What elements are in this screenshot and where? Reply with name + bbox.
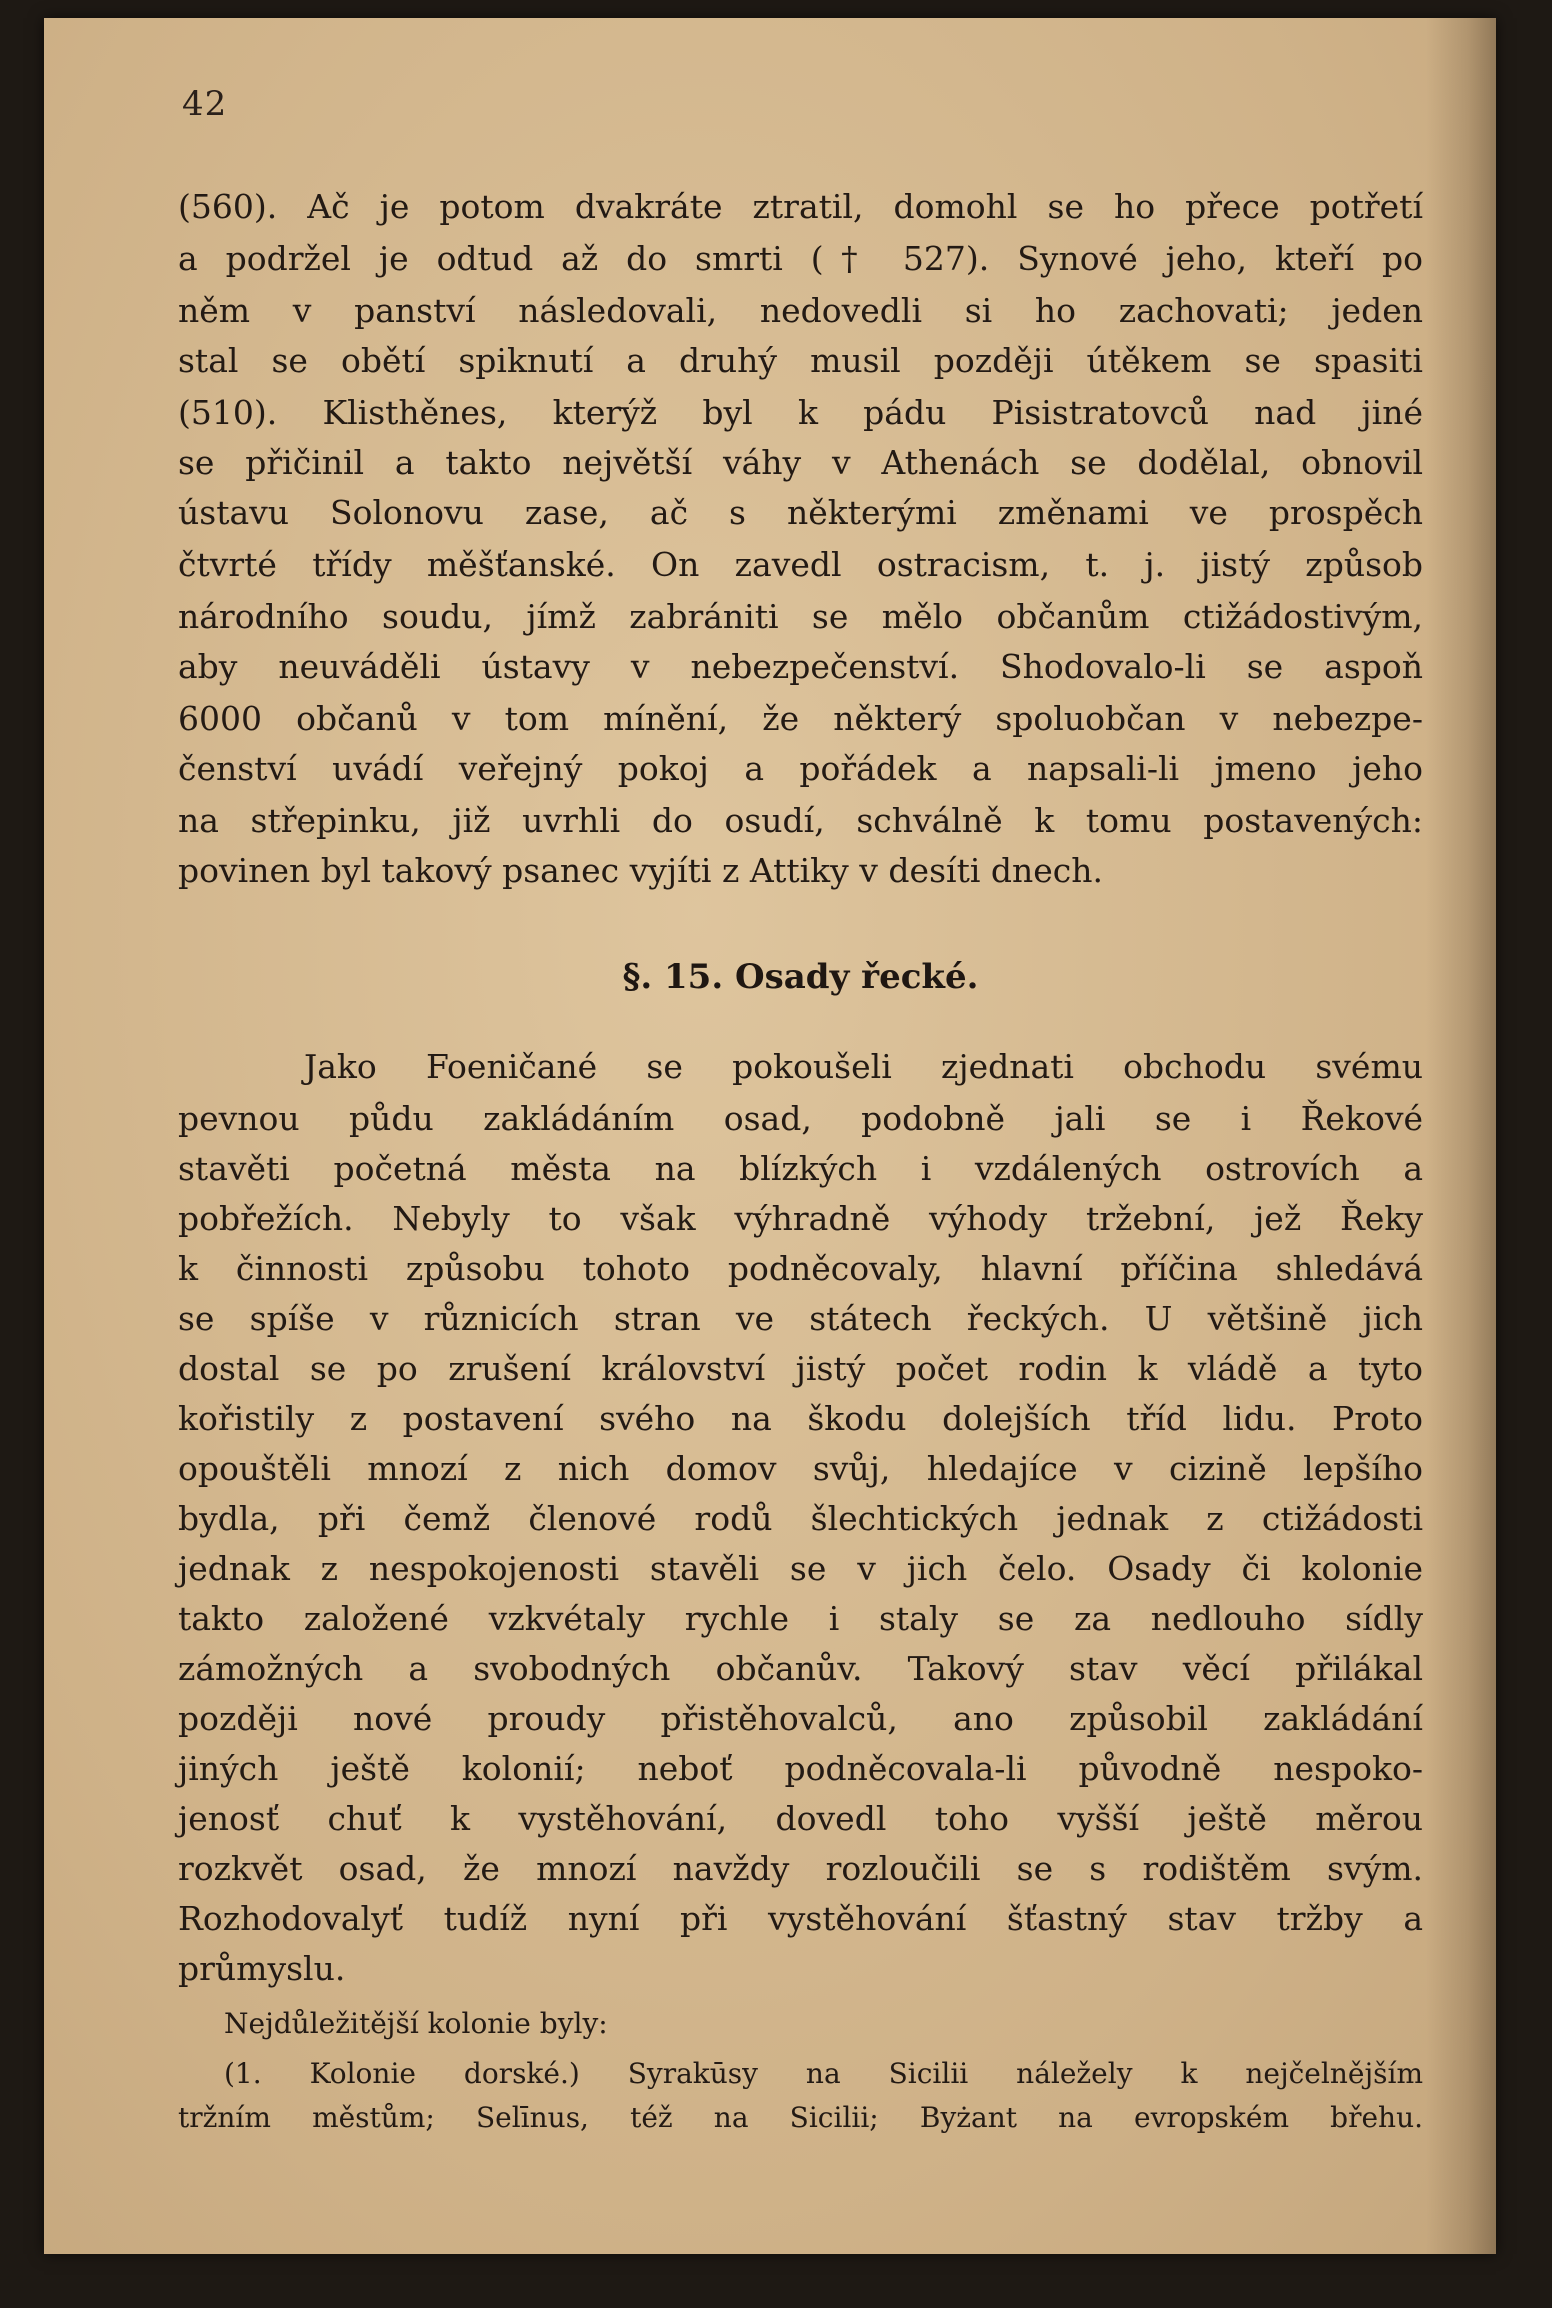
text-line: a podržel je odtud až do smrti († 527). Synové jeho, kteří po xyxy=(178,239,1423,278)
page-text xyxy=(44,18,1496,2254)
text-line: pevnou půdu zakládáním osad, podobně jali se i Řekové xyxy=(178,1099,1423,1138)
text-line: takto založené vzkvétaly rychle i staly se za nedlouho sídly xyxy=(178,1599,1423,1638)
text-line: stal se obětí spiknutí a druhý musil později útěkem se spasiti xyxy=(178,341,1423,380)
text-line: později nové proudy přistěhovalců, ano způsobil zakládání xyxy=(178,1699,1423,1738)
text-line: ústavu Solonovu zase, ač s některými změnami ve prospěch xyxy=(178,493,1423,532)
small-text-line: Nejdůležitější kolonie byly: xyxy=(224,2007,608,2040)
text-line: zámožných a svobodných občanův. Takový stav věcí přilákal xyxy=(178,1649,1423,1688)
text-line: 6000 občanů v tom mínění, že některý spoluobčan v nebezpe- xyxy=(178,699,1423,738)
text-line: průmyslu. xyxy=(178,1949,346,1988)
text-line: opouštěli mnozí z nich domov svůj, hledajíce v cizině lepšího xyxy=(178,1449,1423,1488)
text-line: čtvrté třídy měšťanské. On zavedl ostracism, t. j. jistý způsob xyxy=(178,545,1423,584)
text-line: se přičinil a takto největší váhy v Athenách se dodělal, obnovil xyxy=(178,443,1423,482)
text-line: na střepinku, již uvrhli do osudí, schválně k tomu postavených: xyxy=(178,801,1423,840)
small-text-line: (1. Kolonie dorské.) Syrakūsy na Sicilii náležely k nejčelnějším xyxy=(224,2057,1423,2090)
text-line: Jako Foeničané se pokoušeli zjednati obchodu svému xyxy=(304,1047,1423,1086)
text-line: Rozhodovalyť tudíž nyní při vystěhování šťastný stav tržby a xyxy=(178,1899,1423,1938)
text-line: čenství uvádí veřejný pokoj a pořádek a napsali-li jmeno jeho xyxy=(178,749,1423,788)
text-line: bydla, při čemž členové rodů šlechtických jednak z ctižádosti xyxy=(178,1499,1423,1538)
text-line: aby neuváděli ústavy v nebezpečenství. Shodovalo-li se aspoň xyxy=(178,647,1423,686)
book-page xyxy=(44,18,1496,2254)
section-heading: §. 15. Osady řecké. xyxy=(622,957,979,997)
text-line: kořistily z postavení svého na škodu dolejších tříd lidu. Proto xyxy=(178,1399,1423,1438)
text-line: pobřežích. Nebyly to však výhradně výhody tržební, jež Řeky xyxy=(178,1199,1423,1238)
text-line: jenosť chuť k vystěhování, dovedl toho vyšší ještě měrou xyxy=(178,1799,1423,1838)
page-number: 42 xyxy=(182,84,228,124)
text-line: národního soudu, jímž zabrániti se mělo občanům ctižádostivým, xyxy=(178,597,1423,636)
small-text-line: tržním městům; Selīnus, též na Sicilii; Byżant na evropském břehu. xyxy=(178,2101,1423,2134)
text-line: jednak z nespokojenosti stavěli se v jich čelo. Osady či kolonie xyxy=(178,1549,1423,1588)
text-line: dostal se po zrušení království jistý počet rodin k vládě a tyto xyxy=(178,1349,1423,1388)
text-line: (560). Ač je potom dvakráte ztratil, domohl se ho přece potřetí xyxy=(178,187,1423,226)
text-line: rozkvět osad, že mnozí navždy rozloučili se s rodištěm svým. xyxy=(178,1849,1423,1888)
text-line: jiných ještě kolonií; neboť podněcovala-li původně nespoko- xyxy=(178,1749,1423,1788)
text-line: k činnosti způsobu tohoto podněcovaly, hlavní příčina shledává xyxy=(178,1249,1423,1288)
text-line: se spíše v různicích stran ve státech řeckých. U většině jich xyxy=(178,1299,1423,1338)
text-line: (510). Klisthěnes, kterýž byl k pádu Pisistratovců nad jiné xyxy=(178,393,1423,432)
text-line: stavěti početná města na blízkých i vzdálených ostrovích a xyxy=(178,1149,1423,1188)
text-line: něm v panství následovali, nedovedli si ho zachovati; jeden xyxy=(178,291,1423,330)
text-line: povinen byl takový psanec vyjíti z Attiky v desíti dnech. xyxy=(178,851,1104,890)
